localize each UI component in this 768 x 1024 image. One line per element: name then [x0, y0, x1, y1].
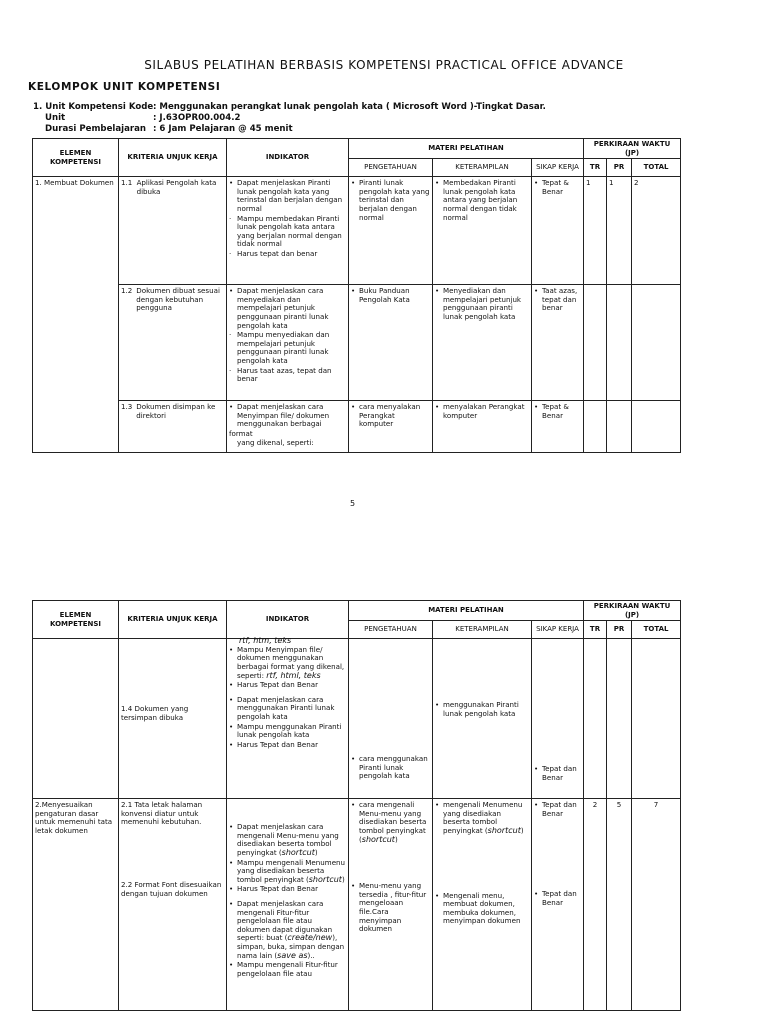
- kuk-number: 1.2: [121, 286, 133, 296]
- header-indikator: INDIKATOR: [227, 601, 349, 639]
- indikator-item: • Harus Tepat dan Benar: [229, 681, 346, 690]
- indikator-item: • Mampu mengenali Fitur-fitur pengelolaan file atau: [229, 961, 346, 978]
- shortcut-text: shortcut: [308, 874, 342, 884]
- indikator-item: • Harus Tepat dan Benar: [229, 741, 346, 750]
- table-row: [33, 401, 681, 453]
- total-cell: [632, 401, 681, 453]
- header-sikap: SIKAP KERJA: [532, 159, 584, 177]
- kuk-cell: [119, 799, 227, 1011]
- unit-kode-label: 1. Unit Kompetensi Kode: [33, 102, 154, 112]
- kuk-text: 1.4 Dokumen yang tersimpan dibuka: [121, 704, 189, 722]
- header-perkiraan: PERKIRAAN WAKTU (JP): [584, 139, 681, 159]
- keterampilan-cell: [433, 285, 532, 401]
- header-kriteria: KRITERIA UNJUK KERJA: [119, 601, 227, 639]
- indikator-item: • Mampu menggunakan Piranti lunak pengolah kata: [229, 723, 346, 740]
- header-tr: TR: [584, 621, 607, 639]
- sikap-item: • Taat azas, tepat dan benar: [534, 287, 581, 313]
- pengetahuan-cell: [349, 799, 433, 1011]
- tr-cell: 2: [584, 799, 607, 1011]
- kuk-number: 1.1: [121, 178, 133, 188]
- header-elemen: ELEMEN KOMPETENSI: [33, 601, 119, 639]
- header-pengetahuan: PENGETAHUAN: [349, 159, 433, 177]
- elemen-cell: [33, 639, 119, 799]
- indikator-text: Mampu Menyimpan file/ dokumen menggunakan berbagai format yang dikenal, seperti:: [237, 644, 345, 680]
- pengetahuan-cell: [349, 639, 433, 799]
- kuk-cell: [119, 639, 227, 799]
- unit-kode-value: : Menggunakan perangkat lunak pengolah kata ( Microsoft Word )-Tingkat Dasar.: [153, 102, 546, 112]
- indikator-seperti: yang dikenal, seperti:: [237, 437, 314, 447]
- elemen-cell: 1. Membuat Dokumen: [33, 177, 119, 453]
- document-subtitle: KELOMPOK UNIT KOMPETENSI: [28, 81, 221, 93]
- header-keterampilan: KETERAMPILAN: [433, 159, 532, 177]
- keterampilan-cell: [433, 401, 532, 453]
- indikator-item: · Harus taat azas, tepat dan benar: [229, 367, 346, 384]
- sikap-cell: [532, 639, 584, 799]
- indikator-item: • Harus Tepat dan Benar: [229, 885, 346, 894]
- indikator-cell: [227, 401, 349, 453]
- indikator-item: · Harus tepat dan benar: [229, 250, 346, 259]
- indikator-item: • Mampu mengenali Menumenu yang disediakan beserta tombol penyingkat (shortcut): [229, 859, 346, 885]
- indikator-text: ), simpan, buka, simpan dengan nama lain (: [237, 933, 345, 960]
- header-pr: PR: [607, 159, 632, 177]
- keterampilan-item: • mengenali Menumenu yang disediakan beserta tombol penyingkat (shortcut): [435, 801, 529, 835]
- unit-value: : J.63OPR00.004.2: [153, 113, 241, 123]
- total-cell: 2: [632, 177, 681, 285]
- indikator-item: · Mampu membedakan Piranti lunak pengolah kata antara yang berjalan normal dengan tidak normal: [229, 215, 346, 249]
- sikap-cell: [532, 177, 584, 285]
- indikator-cell: [227, 285, 349, 401]
- keterampilan-item: • Mengenali menu, membuat dokumen, membuka dokumen, menyimpan dokumen: [435, 892, 529, 926]
- unit-info: [33, 102, 546, 135]
- kuk-cell: [119, 177, 227, 285]
- tr-cell: [584, 401, 607, 453]
- kuk-text: 2.2 Format Font disesuaikan dengan tujuan dokumen: [121, 879, 222, 898]
- pengetahuan-cell: [349, 285, 433, 401]
- indikator-cell: [227, 799, 349, 1011]
- shortcut-text: shortcut: [361, 834, 395, 844]
- shortcut-text: shortcut: [281, 847, 315, 857]
- keterampilan-item: • menyalakan Perangkat komputer: [435, 403, 529, 420]
- header-materi: MATERI PELATIHAN: [349, 139, 584, 159]
- tr-cell: [584, 639, 607, 799]
- pengetahuan-item: • Buku Panduan Pengolah Kata: [351, 287, 430, 304]
- pr-cell: [607, 639, 632, 799]
- header-keterampilan: KETERAMPILAN: [433, 621, 532, 639]
- syllabus-table-page2: [32, 600, 681, 1011]
- keterampilan-cell: [433, 177, 532, 285]
- kuk-number: 1.3: [121, 402, 133, 412]
- keterampilan-cell: [433, 639, 532, 799]
- indikator-item: • Dapat menjelaskan cara menggunakan Piranti lunak pengolah kata: [229, 696, 346, 722]
- indikator-item: • Dapat menjelaskan Piranti lunak pengolah kata yang terinstal dan berjalan dengan normal: [229, 179, 346, 213]
- syllabus-table-page1: [32, 138, 681, 453]
- header-total: TOTAL: [632, 621, 681, 639]
- header-perkiraan: PERKIRAAN WAKTU (JP): [584, 601, 681, 621]
- kuk-text: 2.1 Tata letak halaman konvensi diatur untuk memenuhi kebutuhan.: [121, 800, 203, 827]
- indikator-text: Mampu mengenali Menumenu yang disediakan beserta tombol penyingkat (: [237, 857, 346, 884]
- page-number: 5: [349, 499, 356, 508]
- pr-cell: [607, 401, 632, 453]
- indikator-text: Dapat menjelaskan cara mengenali Menu-menu yang disediakan beserta tombol penyingkat (: [237, 822, 339, 857]
- indikator-item: • Dapat menjelaskan cara mengenali Menu-menu yang disediakan beserta tombol penyingkat (shortcut): [229, 823, 346, 857]
- durasi-label: Durasi Pembelajaran: [45, 124, 147, 134]
- indikator-item: • Dapat menjelaskan cara Menyimpan file/ dokumen menggunakan berbagai: [229, 403, 346, 429]
- indikator-formats: rtf, html, teks: [266, 670, 321, 680]
- unit-label: Unit: [45, 113, 66, 123]
- header-pr: PR: [607, 621, 632, 639]
- kuk-text: Aplikasi Pengolah kata dibuka: [136, 178, 217, 196]
- elemen-cell: 2.Menyesuaikan pengaturan dasar untuk memenuhi tata letak dokumen: [33, 799, 119, 1011]
- indikator-text: )..: [307, 950, 315, 960]
- pengetahuan-item: • cara menggunakan Piranti lunak pengolah kata: [351, 755, 430, 781]
- sikap-item: • Tepat & Benar: [534, 179, 581, 196]
- tr-cell: 1: [584, 177, 607, 285]
- header-elemen: ELEMEN KOMPETENSI: [33, 139, 119, 177]
- total-cell: [632, 285, 681, 401]
- header-total: TOTAL: [632, 159, 681, 177]
- kuk-text: Dokumen dibuat sesuai dengan kebutuhan pengguna: [136, 286, 220, 313]
- pengetahuan-text: cara mengenali Menu-menu yang disediakan beserta tombol penyingkat (: [359, 800, 427, 844]
- keterampilan-text: mengenali Menumenu yang disediakan beserta tombol penyingkat (: [443, 800, 523, 835]
- indikator-item: · Mampu menyediakan dan mempelajari petunjuk penggunaan piranti lunak pengolah kata: [229, 331, 346, 365]
- kuk-text: Dokumen disimpan ke direktori: [136, 402, 216, 420]
- pengetahuan-cell: [349, 401, 433, 453]
- indikator-item: [229, 900, 346, 960]
- document-title: SILABUS PELATIHAN BERBASIS KOMPETENSI PRACTICAL OFFICE ADVANCE: [144, 58, 624, 72]
- pengetahuan-item: • cara menyalakan Perangkat komputer: [351, 403, 430, 429]
- indikator-item: • Dapat menjelaskan cara menyediakan dan mempelajari petunjuk penggunaan piranti lunak pengolah kata: [229, 287, 346, 330]
- indikator-format: format: [229, 428, 253, 438]
- indikator-cell: [227, 636, 349, 799]
- sikap-cell: [532, 401, 584, 453]
- indikator-formats: rtf, htm, teks: [239, 636, 292, 646]
- keterampilan-item: • Menyediakan dan mempelajari petunjuk penggunaan piranti lunak pengolah kata: [435, 287, 529, 321]
- keterampilan-cell: [433, 799, 532, 1011]
- sikap-cell: [532, 285, 584, 401]
- shortcut-text: shortcut: [487, 825, 521, 835]
- indikator-text: Dapat menjelaskan cara mengenali Fitur-fitur pengelolaan file atau dokumen dapat digunakan seperti: buat (: [237, 898, 333, 943]
- indikator-cell: [227, 177, 349, 285]
- create-text: create/new: [287, 933, 333, 943]
- sikap-item: • Tepat dan Benar: [534, 765, 581, 782]
- pengetahuan-item: • cara mengenali Menu-menu yang disediakan beserta tombol penyingkat (shortcut): [351, 801, 430, 844]
- pengetahuan-item: • Menu-menu yang tersedia , fitur-fitur mengeloaan file.Cara menyimpan dokumen: [351, 882, 430, 934]
- header-kriteria: KRITERIA UNJUK KERJA: [119, 139, 227, 177]
- table-row: [33, 639, 681, 799]
- pr-cell: 5: [607, 799, 632, 1011]
- keterampilan-item: • Membedakan Piranti lunak pengolah kata antara yang berjalan normal dengan tidak normal: [435, 179, 529, 222]
- table-row: [33, 177, 681, 285]
- save-as-text: save as: [277, 950, 308, 960]
- table-row: [33, 799, 681, 1011]
- kuk-cell: [119, 285, 227, 401]
- table-row: [33, 285, 681, 401]
- header-indikator: INDIKATOR: [227, 139, 349, 177]
- sikap-item: • Tepat dan Benar: [534, 801, 581, 818]
- durasi-value: : 6 Jam Pelajaran @ 45 menit: [153, 124, 293, 134]
- pengetahuan-item: • Piranti lunak pengolah kata yang terinstal dan berjalan dengan normal: [351, 179, 430, 222]
- sikap-cell: [532, 799, 584, 1011]
- header-pengetahuan: PENGETAHUAN: [349, 621, 433, 639]
- keterampilan-item: • menggunakan Piranti lunak pengolah kata: [435, 701, 529, 718]
- sikap-item: • Tepat dan Benar: [534, 890, 581, 907]
- kuk-cell: [119, 401, 227, 453]
- tr-cell: [584, 285, 607, 401]
- header-sikap: SIKAP KERJA: [532, 621, 584, 639]
- indikator-item: [229, 646, 346, 680]
- total-cell: 7: [632, 799, 681, 1011]
- total-cell: [632, 639, 681, 799]
- pr-cell: 1: [607, 177, 632, 285]
- sikap-item: • Tepat & Benar: [534, 403, 581, 420]
- pengetahuan-cell: [349, 177, 433, 285]
- header-tr: TR: [584, 159, 607, 177]
- header-materi: MATERI PELATIHAN: [349, 601, 584, 621]
- pr-cell: [607, 285, 632, 401]
